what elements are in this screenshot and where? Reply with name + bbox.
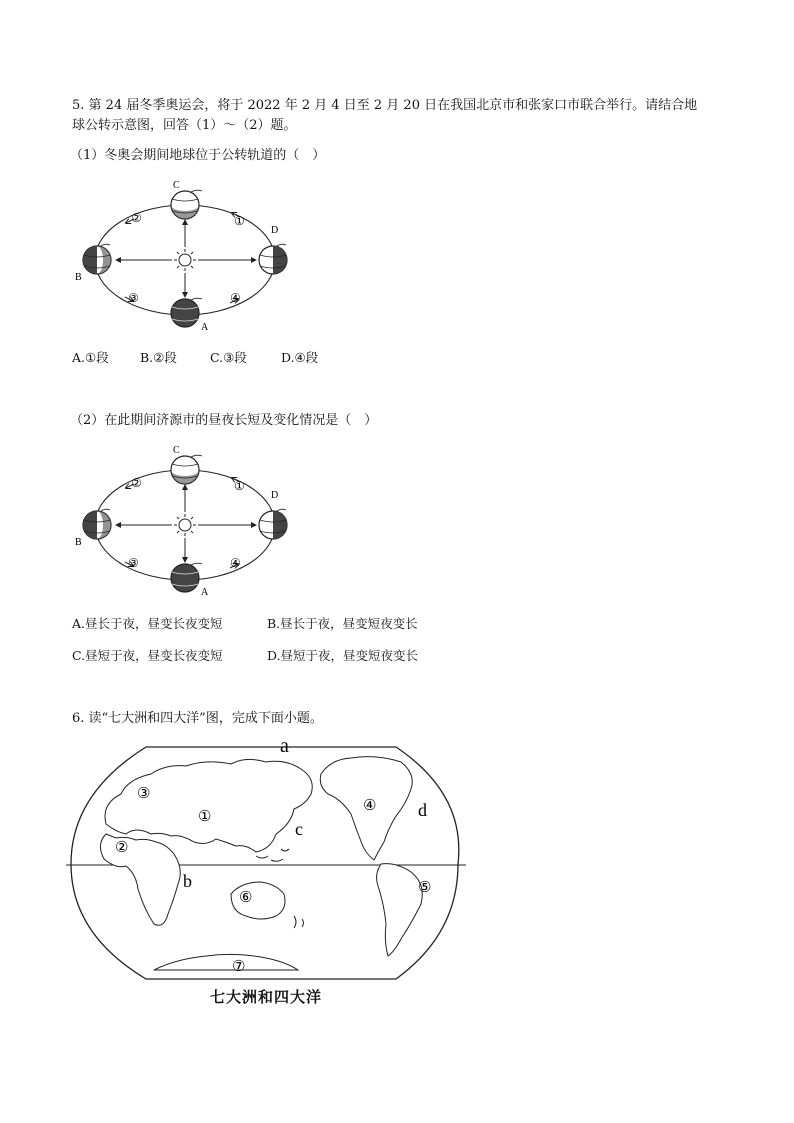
q5-sub2-prompt: （2）在此期间济源市的昼夜长短及变化情况是（ ） bbox=[70, 413, 378, 428]
continent-label-1: ① bbox=[198, 809, 212, 825]
continent-label-3: ③ bbox=[137, 786, 151, 802]
q5-sub2-option-a[interactable]: A.昼长于夜，昼变长夜变短 bbox=[72, 616, 223, 631]
q5-sub2-option-b[interactable]: B.昼长于夜，昼变短夜变长 bbox=[267, 616, 418, 631]
ocean-label-a: a bbox=[280, 735, 289, 757]
sun-icon bbox=[174, 249, 196, 271]
q5-sub2-option-d[interactable]: D.昼短于夜，昼变短夜变长 bbox=[267, 648, 419, 663]
pos-label-d: D bbox=[271, 490, 279, 501]
segment-label-2: ② bbox=[131, 476, 142, 490]
q5-sub1-option-c[interactable]: C.③段 bbox=[210, 350, 247, 365]
segment-label-3: ③ bbox=[128, 291, 139, 305]
q5-sub1-option-d[interactable]: D.④段 bbox=[281, 350, 319, 365]
ocean-label-b: b bbox=[183, 871, 192, 891]
q5-sub2-option-c[interactable]: C.昼短于夜，昼变长夜变短 bbox=[72, 648, 223, 663]
continent-label-7: ⑦ bbox=[232, 959, 246, 975]
pos-label-b: B bbox=[75, 272, 82, 283]
pos-label-c: C bbox=[173, 180, 180, 191]
continent-label-2: ② bbox=[115, 840, 129, 856]
ocean-label-c: c bbox=[295, 819, 303, 839]
continent-label-4: ④ bbox=[363, 798, 377, 814]
orbit-diagram-1 bbox=[70, 175, 300, 340]
continent-label-6: ⑥ bbox=[239, 890, 253, 906]
segment-label-1: ① bbox=[234, 479, 245, 493]
pos-label-c: C bbox=[173, 445, 180, 456]
q5-sub1-prompt: （1）冬奥会期间地球位于公转轨道的（ ） bbox=[70, 148, 326, 163]
orbit-diagram-2 bbox=[70, 440, 300, 605]
pos-label-d: D bbox=[271, 225, 279, 236]
segment-label-4: ④ bbox=[230, 291, 241, 305]
q5-stem-line2: 球公转示意图，回答（1）～（2）题。 bbox=[72, 118, 297, 133]
map-caption: 七大洲和四大洋 bbox=[210, 988, 323, 1006]
segment-label-4: ④ bbox=[230, 556, 241, 570]
q5-sub1-option-b[interactable]: B.②段 bbox=[140, 350, 177, 365]
segment-label-3: ③ bbox=[128, 556, 139, 570]
pos-label-a: A bbox=[201, 587, 209, 598]
q5-sub1-option-a[interactable]: A.①段 bbox=[72, 350, 109, 365]
pos-label-a: A bbox=[201, 322, 209, 333]
continent-label-5: ⑤ bbox=[418, 880, 432, 896]
q6-stem: 6. 读“七大洲和四大洋”图，完成下面小题。 bbox=[72, 711, 323, 726]
segment-label-1: ① bbox=[234, 214, 245, 228]
ocean-label-d: d bbox=[418, 800, 427, 820]
pos-label-b: B bbox=[75, 537, 82, 548]
sun-icon bbox=[174, 514, 196, 536]
q5-stem-line1: 5. 第 24 届冬季奥运会，将于 2022 年 2 月 4 日至 2 月 20 日在我国北京市和张家口市联合举行。请结合地 bbox=[72, 98, 698, 113]
segment-label-2: ② bbox=[131, 211, 142, 225]
world-map bbox=[66, 734, 466, 1014]
